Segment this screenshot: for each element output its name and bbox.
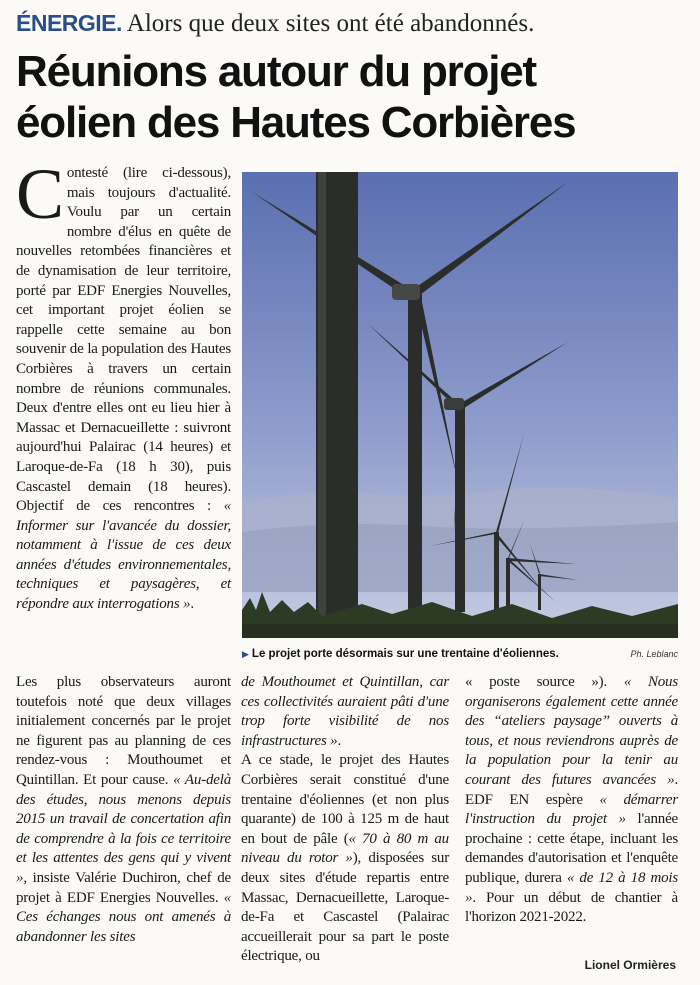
col2-paragraph-1 [241,673,449,751]
col3-text-3: l'année prochaine : cette étape, incluant les demandes d'autorisation et l'enquête publique, durera [465,811,679,886]
col3-text-2: . EDF EN espère [465,771,678,808]
col1-quote-2: « Ces échanges nous ont amenés à abandonner les sites [16,889,231,945]
kicker-deck: Alors que deux sites ont été abandonnés. [126,10,535,37]
intro-text-end: . [190,596,194,613]
col2-paragraph-2 [241,751,449,967]
col2-text-2: A ce stade, le projet des Hautes Corbières serait constitué d'une trentaine d'éoliennes (et non plus quarante) de 100 à 125 m de haut en bout de pâle ( [241,752,449,847]
kicker [16,8,696,39]
col3-quote-2: « démarrer l'instruction du projet » [465,791,678,828]
caption-arrow-icon: ▶ [242,649,249,659]
intro-paragraph [16,154,231,615]
col3-text-4: . Pour un début de chantier à l'horizon 2021-2022. [465,889,678,926]
col2-text-3: ), disposées sur deux sites d'étude repartis entre Massac, Dernacueillette, Laroque-de-Fa et Cascastel (Palairac accueillerait pour sa part le poste électrique, ou [241,850,449,965]
wind-turbines-photo [242,172,678,638]
col3-quote-1: « Nous organiserons également cette année des “ateliers paysage” ouverts à tous, et nous reviendrons auprès de la population pour la tenir au courant des futures avancées » [465,674,678,788]
byline: Lionel Ormières [584,958,676,972]
col3-quote-3: « de 12 à 18 mois » [465,869,678,906]
col2-text-1: . [337,732,342,749]
article-column-2 [241,673,449,967]
headline-line-2: éolien des Hautes Corbières [16,98,576,147]
article-column-1 [16,673,231,947]
article-column-3 [465,673,678,928]
section-tag: ÉNERGIE. [16,10,122,36]
col2-quote-2: « 70 à 80 m au niveau du rotor » [241,830,449,867]
photo-caption [242,646,678,662]
photo-credit: Ph. Leblanc [630,649,678,659]
col1-text-2: , insiste Valérie Duchiron, chef de projet à EDF Energies Nouvelles. [16,869,231,906]
col1-quote-1: « Au-delà des études, nous menons depuis 2015 un travail de concertation afin de comprendre à la fois ce territoire et les attentes des gens qui y vivent » [16,771,231,886]
intro-text: ontesté (lire ci-dessous), mais toujours d'actualité. Voulu par un certain nombre d'élus en quête de nouvelles retombées financières et de dynamisation de leur territoire, porté par EDF Energies Nouvelles, cet important projet éolien se rappelle cette semaine au bon souvenir de la population des Hautes Corbières à travers un certain nombre de réunions communales. Deux d'entre elles ont eu lieu hier à Massac et Dernacueillette : suivront aujourd'hui Palairac (14 heures) et Laroque-de-Fa (18 h 30), puis Cascastel demain (18 heures). Objectif de ces rencontres : [16,165,231,515]
col2-quote-1: de Mouthoumet et Quintillan, car ces collectivités auraient pâti d'une trop forte visibilité de nos infrastructures » [241,674,449,749]
drop-cap: C [16,154,64,234]
caption-text: Le projet porte désormais sur une trentaine d'éoliennes. [251,648,559,660]
col1-text-1: Les plus observateurs auront toutefois noté que deux villages initialement concernés par le projet ne figurent pas au planning de ces rendez-vous : Mouthoumet et Quintillan. Et pour cause. [16,674,231,788]
headline-line-1: Réunions autour du projet [16,47,536,96]
intro-quote: « Informer sur l'avancée du dossier, notamment à l'issue de ces deux années d'études environnementales, techniques et paysagères, et répondre aux interrogations » [16,498,231,613]
headline [16,46,696,148]
wind-turbine-illustration [242,172,678,638]
col3-text-1: « poste source »). [465,674,624,690]
